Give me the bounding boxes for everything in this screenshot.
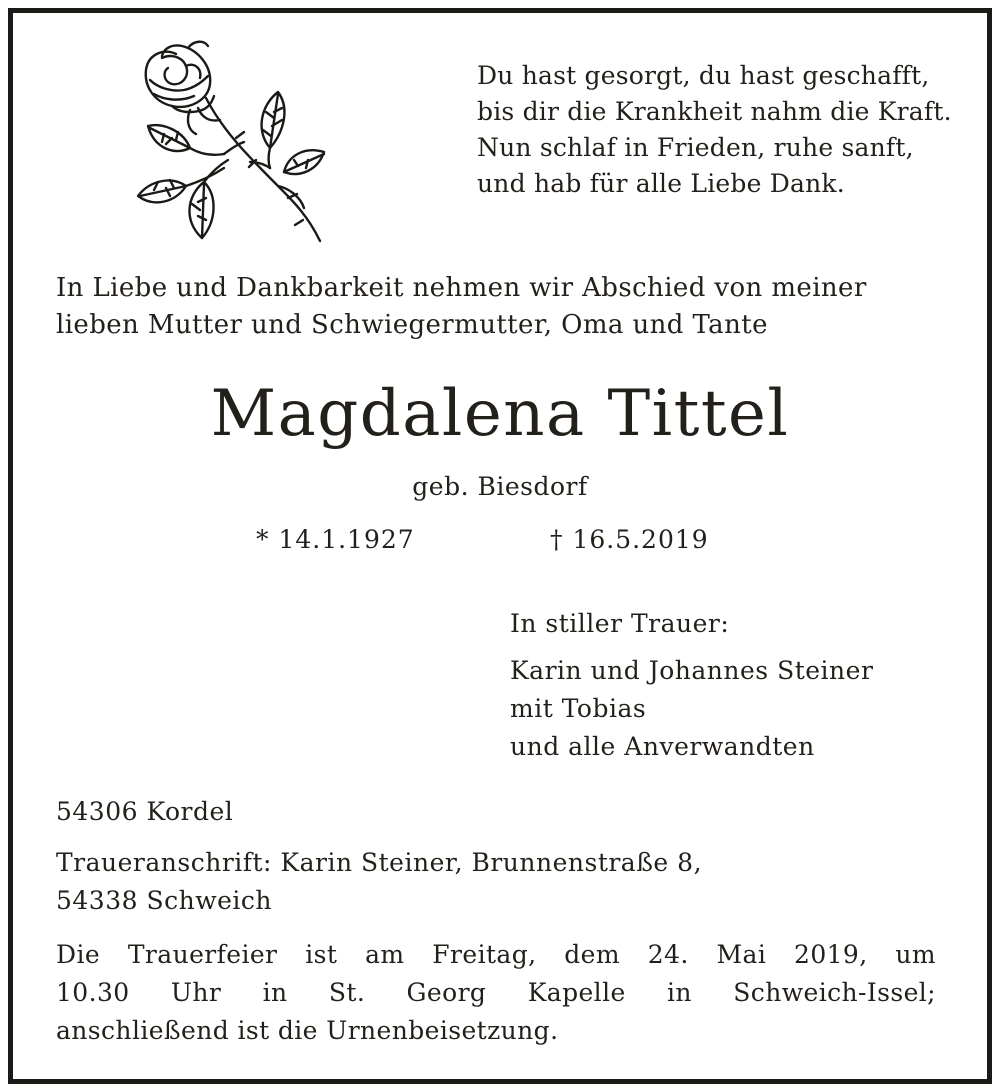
mourning-address (56, 844, 702, 920)
poem-line: Nun schlaf in Frieden, ruhe sanft, (477, 133, 914, 162)
intro-line: In Liebe und Dankbarkeit nehmen wir Abschied von meiner (56, 273, 867, 303)
poem (477, 58, 952, 202)
birth-date: * 14.1.1927 (256, 525, 415, 554)
ceremony-text (56, 936, 936, 1050)
address-line: Traueranschrift: Karin Steiner, Brunnenstraße 8, (56, 848, 703, 877)
poem-line: bis dir die Krankheit nahm die Kraft. (477, 97, 952, 126)
ceremony-line: anschließend ist die Urnenbeisetzung. (56, 1016, 559, 1045)
poem-line: Du hast gesorgt, du hast geschafft, (477, 61, 930, 90)
mourners-title: In stiller Trauer: (510, 609, 730, 638)
intro-line: lieben Mutter und Schwiegermutter, Oma und Tante (56, 310, 768, 340)
ceremony-line: 10.30 Uhr in St. Georg Kapelle in Schweich-Issel; (56, 978, 936, 1007)
address-line: 54338 Schweich (56, 886, 272, 915)
rose-icon (128, 36, 332, 248)
intro-text (56, 270, 956, 344)
death-date: † 16.5.2019 (550, 525, 709, 554)
deceased-name: Magdalena Tittel (210, 377, 790, 451)
maiden-name: geb. Biesdorf (412, 472, 588, 501)
poem-line: und hab für alle Liebe Dank. (477, 169, 845, 198)
city: 54306 Kordel (56, 797, 234, 826)
mourner-line: und alle Anverwandten (510, 732, 815, 761)
mourner-line: mit Tobias (510, 694, 647, 723)
mourners-list (510, 652, 873, 766)
ceremony-line: Die Trauerfeier ist am Freitag, dem 24. Mai 2019, um (56, 940, 936, 969)
mourner-line: Karin und Johannes Steiner (510, 656, 874, 685)
